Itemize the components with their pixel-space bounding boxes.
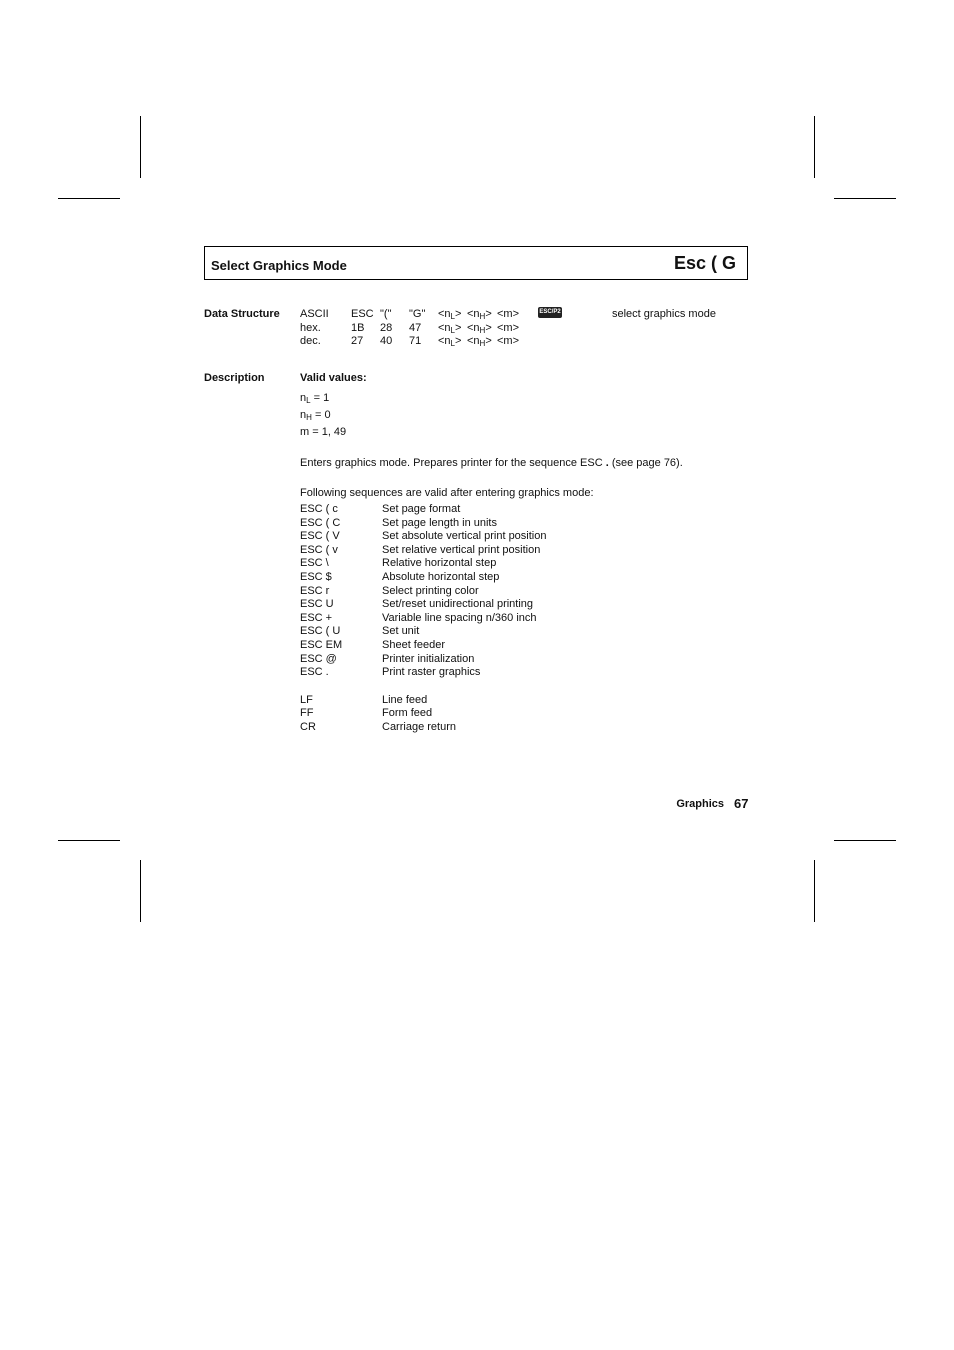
command-meaning: select graphics mode <box>612 308 716 320</box>
following-paragraph: Following sequences are valid after entering graphics mode: <box>300 487 594 499</box>
param-group: $<n_L>$ <box>438 308 462 321</box>
enters-paragraph: Enters graphics mode. Prepares printer for the sequence ESC . (see page 76). <box>300 457 683 469</box>
crop-mark <box>814 860 815 922</box>
crop-mark <box>834 198 896 199</box>
crop-mark <box>140 860 141 922</box>
crop-mark <box>140 116 141 178</box>
data-structure-label: Data Structure <box>204 308 280 320</box>
esc-p2-badge-icon: ESC/P2 <box>538 307 562 318</box>
command-code: Esc ( G <box>673 253 736 273</box>
command-header <box>204 246 748 280</box>
param-group: $<n_H>$ <box>467 322 492 335</box>
nl-value: $n_L = 1$ <box>300 392 330 405</box>
crop-mark <box>58 198 120 199</box>
param-group: $<n_L>$ <box>438 322 462 335</box>
command-title: Select Graphics Mode <box>211 258 347 273</box>
param-group: $<n_H>$ <box>467 308 492 321</box>
valid-values-heading: Valid values: <box>300 372 367 384</box>
nh-value: $n_H = 0$ <box>300 409 331 422</box>
crop-mark <box>814 116 815 178</box>
crop-mark <box>58 840 120 841</box>
description-label: Description <box>204 372 265 384</box>
footer-section-name: Graphics <box>676 798 724 810</box>
m-value: m = 1, 49 <box>300 426 347 438</box>
param-group: $<n_L>$ <box>438 335 462 348</box>
param-group: $<n_H>$ <box>467 335 492 348</box>
crop-mark <box>834 840 896 841</box>
page-number: 67 <box>734 796 749 811</box>
